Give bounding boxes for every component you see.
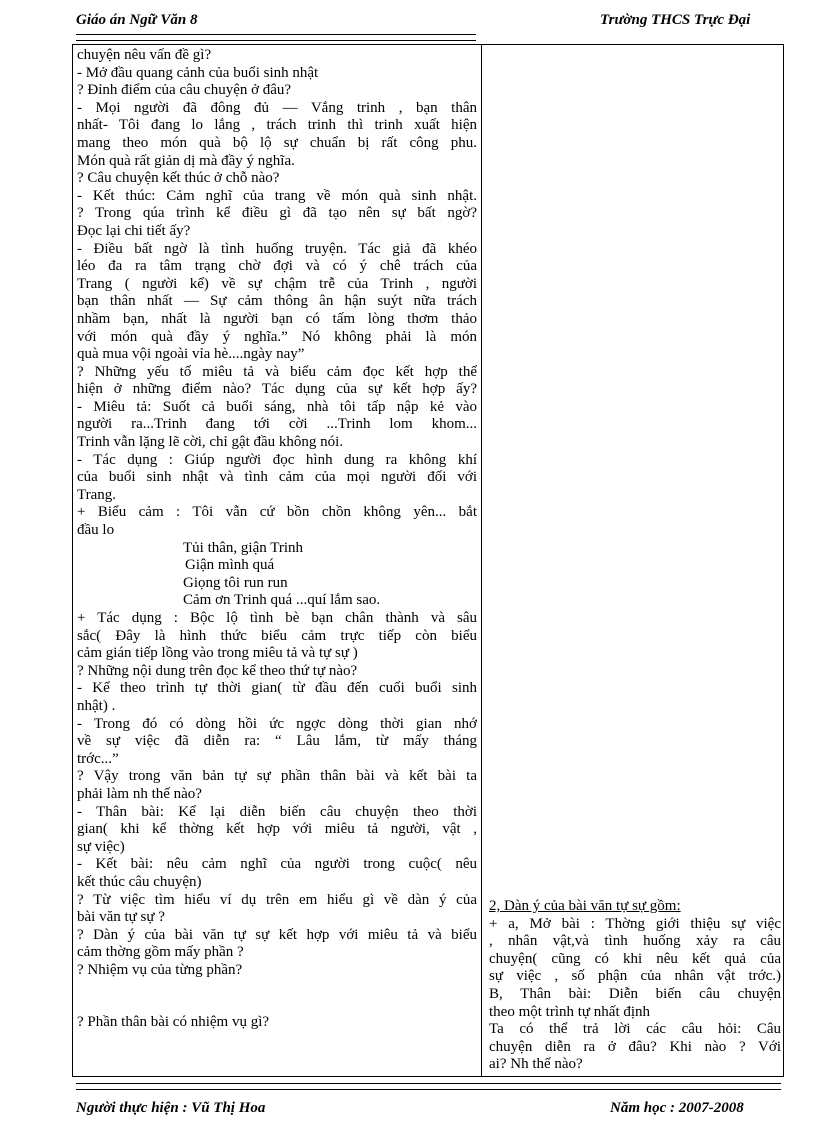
text-line: nhất- Tôi đang lo lắng , trách trinh thì trinh xuất hiện (77, 117, 477, 134)
blank-gap (77, 979, 477, 1014)
text-line: ? Phần thân bài có nhiệm vụ gì? (77, 1014, 270, 1031)
text-line: ai? Nh thế nào? (489, 1056, 583, 1073)
text-line: - Thân bài: Kể lại diễn biến câu chuyện theo thời (77, 803, 477, 820)
text-line: - Mở đầu quang cảnh của buổi sinh nhật (77, 64, 319, 81)
text-line: sắc( Đây là hình thức biểu cảm trực tiếp còn biểu (77, 627, 477, 644)
text-line: Tủi thân, giận Trinh (183, 539, 304, 556)
text-line: ? Câu chuyện kết thúc ở chỗ nào? (77, 170, 280, 187)
text-line: kết thúc câu chuyện) (77, 873, 202, 890)
text-line: chuyện nêu vấn đề gì? (77, 47, 212, 63)
text-line: Giận mình quá (185, 557, 275, 574)
text-line: phải làm nh thế nào? (77, 785, 202, 802)
text-line: sự việc , số phận của nhân vật trớc.) (489, 968, 781, 985)
text-line: Cảm ơn Trinh quá ...quí lắm sao. (183, 592, 381, 609)
text-line: mang theo món quà bộ lộ sự chuẩn bị rất công phu. (77, 134, 477, 151)
text-line: , nhân vật,và tình huống xảy ra câu (489, 933, 781, 950)
text-line: ? Vậy trong văn bản tự sự phần thân bài và kết bài ta (77, 768, 477, 785)
text-line: cảm thờng gồm mấy phần ? (77, 944, 244, 961)
footer-school-year: Năm học : 2007-2008 (610, 1100, 744, 1116)
text-line: ? Những nội dung trên đọc kể theo thứ tự nào? (77, 662, 358, 679)
text-line: Món quà rất giản dị mà đầy ý nghĩa. (77, 152, 295, 169)
text-line: sự việc) (77, 838, 125, 855)
text-line: + Tác dụng : Bộc lộ tình bè bạn chân thành và sâu (77, 610, 477, 626)
text-line: ? Trong qúa trình kể điều gì đã tạo nên sự bất ngờ? (77, 205, 477, 222)
text-line: - Miêu tả: Suốt cả buổi sáng, nhà tôi tấp nập kẻ vào (77, 398, 477, 415)
text-line: trớc...” (77, 750, 119, 767)
text-line: cảm gián tiếp lồng vào trong miêu tả và tự sự ) (77, 645, 358, 662)
lesson-content-column (489, 898, 781, 1074)
text-line: của buổi sinh nhật và tình cảm của mọi người đối với (77, 469, 477, 486)
section-heading: 2, Dàn ý của bài văn tự sự gồm: (489, 898, 681, 914)
header-school: Trường THCS Trực Đại (600, 12, 751, 28)
text-line: về sự việc đã diễn ra: “ Lâu lắm, từ mấy tháng (77, 733, 477, 750)
lesson-table (72, 44, 784, 1077)
text-line: hiện ở những điểm nào? Tác dụng của sự kết hợp ấy? (77, 381, 477, 398)
text-line: Đọc lại chi tiết ấy? (77, 222, 191, 239)
text-line: ? Những yếu tố miêu tả và biểu cảm đọc kết hợp thể (77, 363, 477, 380)
text-line: ? Dàn ý của bài văn tự sự kết hợp với miêu tả và biểu (77, 926, 477, 943)
text-line: ? Nhiệm vụ của từng phần? (77, 961, 243, 978)
text-line: - Điều bất ngờ là tình huống truyện. Tác giả đã khéo (77, 240, 477, 257)
text-line: + Biểu cảm : Tôi vẫn cứ bồn chồn không yên... bắt (77, 504, 477, 521)
text-line: B, Thân bài: Diễn biến câu chuyện (489, 985, 781, 1002)
text-line: Trinh vẫn lặng lẽ cời, chỉ gật đầu không nói. (77, 434, 344, 451)
text-line: Giọng tôi run run (183, 574, 288, 591)
text-line: quà mua vội ngoài vỉa hè....ngày nay” (77, 346, 305, 363)
text-line: + a, Mở bài : Thờng giới thiệu sự việc (489, 915, 781, 932)
text-line: Ta có thể trả lời các câu hỏi: Câu (489, 1021, 781, 1038)
text-line: theo một trình tự nhất định (489, 1003, 651, 1020)
text-line: - Kết bài: nêu cảm nghĩ của người trong cuộc( nêu (77, 856, 477, 873)
text-line: bạn thân nhất — Sự cảm thông ân hận suýt nữa trách (77, 293, 477, 310)
header-subject: Giáo án Ngữ Văn 8 (76, 12, 198, 28)
footer-teacher: Người thực hiện : Vũ Thị Hoa (76, 1100, 266, 1116)
footer-rule (76, 1083, 781, 1090)
column-divider (481, 45, 482, 1076)
text-line: - Trong đó có dòng hồi ức ngợc dòng thời gian nhớ (77, 715, 477, 732)
text-line: đầu lo (77, 522, 115, 539)
text-line: người ra...Trinh đang tới cời ...Trinh lom khom... (77, 416, 477, 433)
text-line: - Tác dụng : Giúp người đọc hình dung ra không khí (77, 451, 477, 468)
text-line: ? Từ việc tìm hiểu ví dụ trên em hiểu gì về dàn ý của (77, 891, 477, 908)
text-line: với món quà đầy ý nghĩa.” Nó không phải là món (77, 328, 477, 345)
teacher-student-activity-column (77, 47, 477, 1075)
text-line: gian( khi kể thờng kết hợp với miêu tả người, vật , (77, 821, 477, 838)
text-line: - Kết thúc: Cảm nghĩ của trang về món quà sinh nhật. (77, 187, 477, 204)
text-line: nhật) . (77, 697, 116, 714)
text-line: léo đa ra tâm trạng chờ đợi và có ý chê trách của (77, 258, 477, 275)
header-rule (76, 34, 476, 41)
text-line: Trang. (77, 486, 117, 503)
text-line: nhầm bạn, nhất là người bạn có tấm lòng thơm thảo (77, 310, 477, 327)
text-line: chuyện diễn ra ở đâu? Khi nào ? Với (489, 1038, 781, 1055)
text-line: - Kể theo trình tự thời gian( từ đầu đến cuối buổi sinh (77, 680, 477, 697)
text-line: bài văn tự sự ? (77, 909, 165, 926)
text-line: - Mọi người đã đông đủ — Vắng trinh , bạn thân (77, 99, 477, 116)
text-line: chuyện( cũng có khi nêu kết quả của (489, 950, 781, 967)
text-line: Trang ( người kể) về sự chậm trễ của Trinh , người (77, 275, 477, 292)
text-line: ? Đỉnh điểm của câu chuyện ở đâu? (77, 82, 292, 99)
